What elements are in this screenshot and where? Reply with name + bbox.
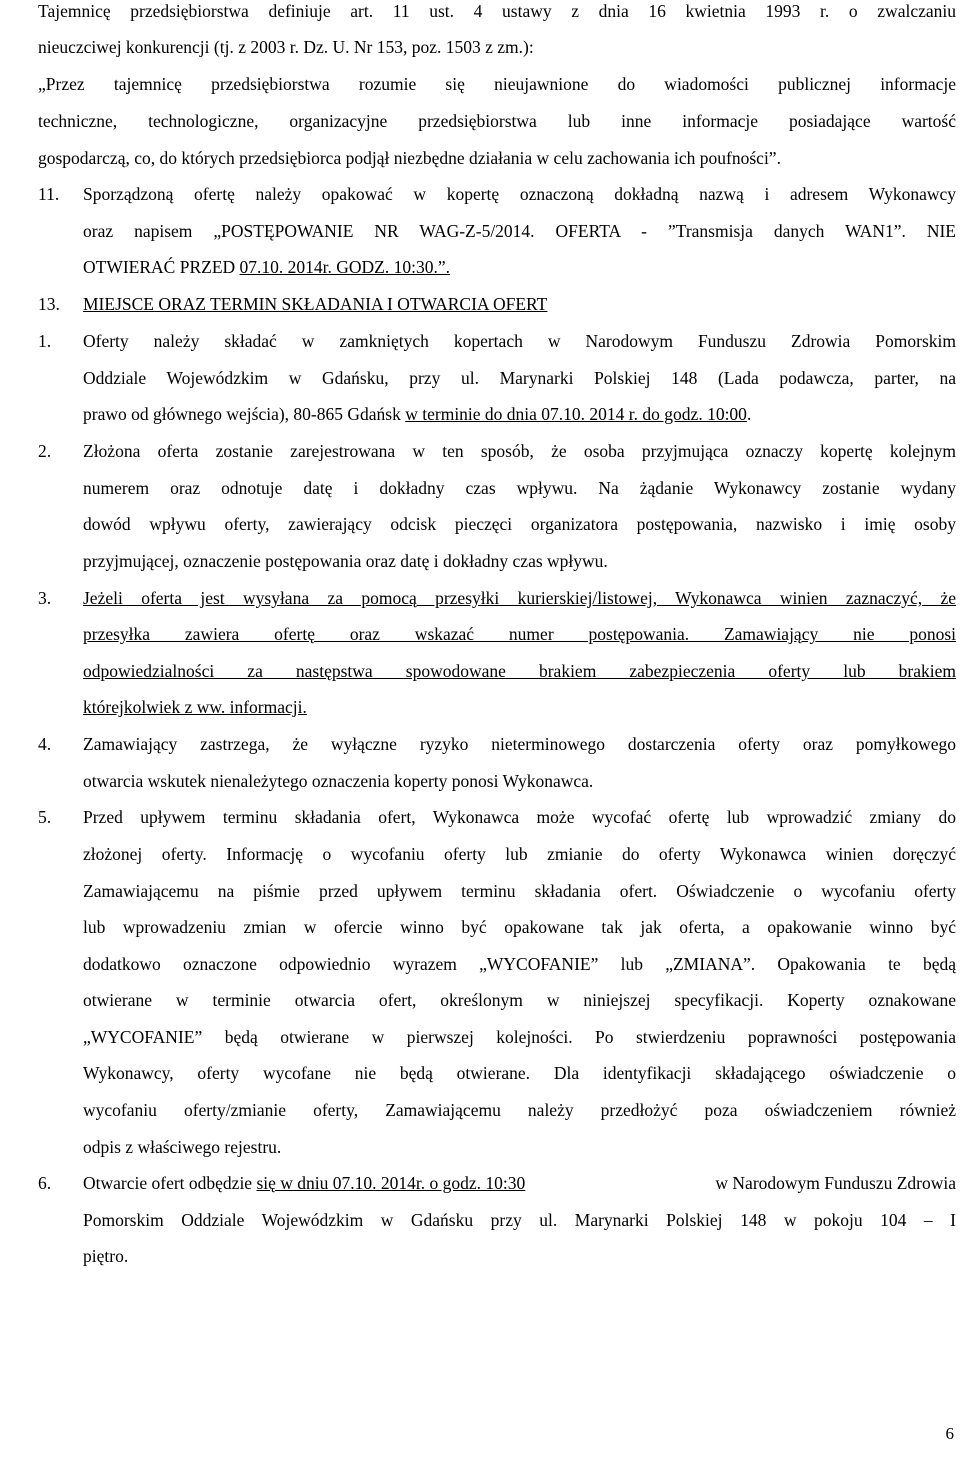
item-1-line-3 bbox=[83, 403, 751, 425]
item-6-line-1 bbox=[83, 1172, 956, 1194]
item-1-deadline: w terminie do dnia 07.10. 2014 r. do godz. 10:00 bbox=[405, 404, 747, 424]
item-3-line-3: odpowiedzialności za następstwa spowodowane brakiem zabezpieczenia oferty lub brakiem bbox=[83, 661, 956, 681]
section-11-line-2: oraz napisem „POSTĘPOWANIE NR WAG-Z-5/2014. OFERTA - ”Transmisja danych WAN1”. NIE bbox=[83, 221, 956, 241]
item-3-number: 3. bbox=[38, 588, 52, 608]
item-6-number: 6. bbox=[38, 1173, 52, 1193]
item-4-line-2: otwarcia wskutek nienależytego oznaczenia koperty ponosi Wykonawca. bbox=[83, 771, 594, 791]
item-6-line-1-a bbox=[83, 1172, 525, 1194]
item-4-line-1: Zamawiający zastrzega, że wyłączne ryzyko nieterminowego dostarczenia oferty oraz pomyłkowego bbox=[83, 734, 956, 754]
item-5-line-9: wycofaniu oferty/zmianie oferty, Zamawiającemu należy przedłożyć poza oświadczeniem również bbox=[83, 1100, 956, 1120]
item-2-line-2: numerem oraz odnotuje datę i dokładny czas wpływu. Na żądanie Wykonawcy zostanie wydany bbox=[83, 478, 956, 498]
section-11-line-3 bbox=[83, 256, 450, 278]
item-5-line-8: Wykonawcy, oferty wycofane nie będą otwierane. Dla identyfikacji składającego oświadczenie o bbox=[83, 1063, 956, 1083]
item-6-line-1-lead: Otwarcie ofert odbędzie bbox=[83, 1173, 257, 1193]
item-2-number: 2. bbox=[38, 441, 52, 461]
item-3-line-2: przesyłka zawiera ofertę oraz wskazać numer postępowania. Zamawiający nie ponosi bbox=[83, 624, 956, 644]
item-5-line-5: dodatkowo oznaczone odpowiednio wyrazem „WYCOFANIE” lub „ZMIANA”. Opakowania te będą bbox=[83, 954, 956, 974]
item-1-line-3-a: prawo od głównego wejścia), 80-865 Gdańsk bbox=[83, 404, 406, 424]
section-11-number: 11. bbox=[38, 184, 60, 204]
intro-line-3: „Przez tajemnicę przedsiębiorstwa rozumie się nieujawnione do wiadomości publicznej informacje bbox=[38, 74, 956, 94]
item-5-line-3: Zamawiającemu na piśmie przed upływem terminu składania ofert. Oświadczenie o wycofaniu oferty bbox=[83, 881, 956, 901]
item-2-line-1: Złożona oferta zostanie zarejestrowana w ten sposób, że osoba przyjmująca oznaczy kopertę kolejnym bbox=[83, 441, 956, 461]
item-5-line-7: „WYCOFANIE” będą otwierane w pierwszej kolejności. Po stwierdzeniu poprawności postępowania bbox=[83, 1027, 956, 1047]
item-1-line-1: Oferty należy składać w zamkniętych kopertach w Narodowym Funduszu Zdrowia Pomorskim bbox=[83, 331, 956, 351]
item-3-line-4: którejkolwiek z ww. informacji. bbox=[83, 697, 307, 717]
item-1-line-3-end: . bbox=[746, 404, 752, 424]
item-6-opening-date: się w dniu 07.10. 2014r. o godz. 10:30 bbox=[256, 1173, 526, 1193]
item-5-line-2: złożonej oferty. Informację o wycofaniu oferty lub zmianie do oferty Wykonawca winien doręczyć bbox=[83, 844, 956, 864]
item-5-line-10: odpis z właściwego rejestru. bbox=[83, 1137, 282, 1157]
intro-line-2: nieuczciwej konkurencji (tj. z 2003 r. Dz. U. Nr 153, poz. 1503 z zm.): bbox=[38, 37, 534, 57]
section-13-heading: MIEJSCE ORAZ TERMIN SKŁADANIA I OTWARCIA OFERT bbox=[83, 294, 548, 314]
item-5-line-6: otwierane w terminie otwarcia ofert, określonym w niniejszej specyfikacji. Koperty oznakowane bbox=[83, 990, 956, 1010]
item-6-line-1-tail: w Narodowym Funduszu Zdrowia bbox=[715, 1173, 956, 1193]
item-4-number: 4. bbox=[38, 734, 52, 754]
intro-line-4: techniczne, technologiczne, organizacyjne przedsiębiorstwa lub inne informacje posiadające wartość bbox=[38, 111, 956, 131]
item-5-number: 5. bbox=[38, 807, 52, 827]
item-3-line-1: Jeżeli oferta jest wysyłana za pomocą przesyłki kurierskiej/listowej, Wykonawca winien zaznaczyć, że bbox=[83, 588, 956, 608]
intro-line-1: Tajemnicę przedsiębiorstwa definiuje art. 11 ust. 4 ustawy z dnia 16 kwietnia 1993 r. o zwalczaniu bbox=[38, 1, 956, 21]
item-1-number: 1. bbox=[38, 331, 52, 351]
item-5-line-4: lub wprowadzeniu zmian w ofercie winno być opakowane tak jak oferta, a opakowanie winno być bbox=[83, 917, 956, 937]
item-5-line-1: Przed upływem terminu składania ofert, Wykonawca może wycofać ofertę lub wprowadzić zmiany do bbox=[83, 807, 956, 827]
section-13-number: 13. bbox=[38, 294, 60, 314]
page-number: 6 bbox=[945, 1424, 954, 1443]
section-11-line-1: Sporządzoną ofertę należy opakować w kopertę oznaczoną dokładną nazwą i adresem Wykonawcy bbox=[83, 184, 956, 204]
intro-line-5: gospodarczą, co, do których przedsiębiorca podjął niezbędne działania w celu zachowania ich poufności”. bbox=[38, 148, 781, 168]
item-2-line-4: przyjmującej, oznaczenie postępowania oraz datę i dokładny czas wpływu. bbox=[83, 551, 608, 571]
item-6-line-3: piętro. bbox=[83, 1246, 129, 1266]
section-11-line-3-a: OTWIERAĆ PRZED bbox=[83, 257, 240, 277]
item-2-line-3: dowód wpływu oferty, zawierający odcisk pieczęci organizatora postępowania, nazwisko i imię osoby bbox=[83, 514, 956, 534]
section-11-deadline: 07.10. 2014r. GODZ. 10:30.”. bbox=[239, 257, 451, 277]
item-6-line-2: Pomorskim Oddziale Wojewódzkim w Gdańsku przy ul. Marynarki Polskiej 148 w pokoju 104 – I bbox=[83, 1210, 956, 1230]
item-1-line-2: Oddziale Wojewódzkim w Gdańsku, przy ul. Marynarki Polskiej 148 (Lada podawcza, parter, na bbox=[83, 368, 956, 388]
